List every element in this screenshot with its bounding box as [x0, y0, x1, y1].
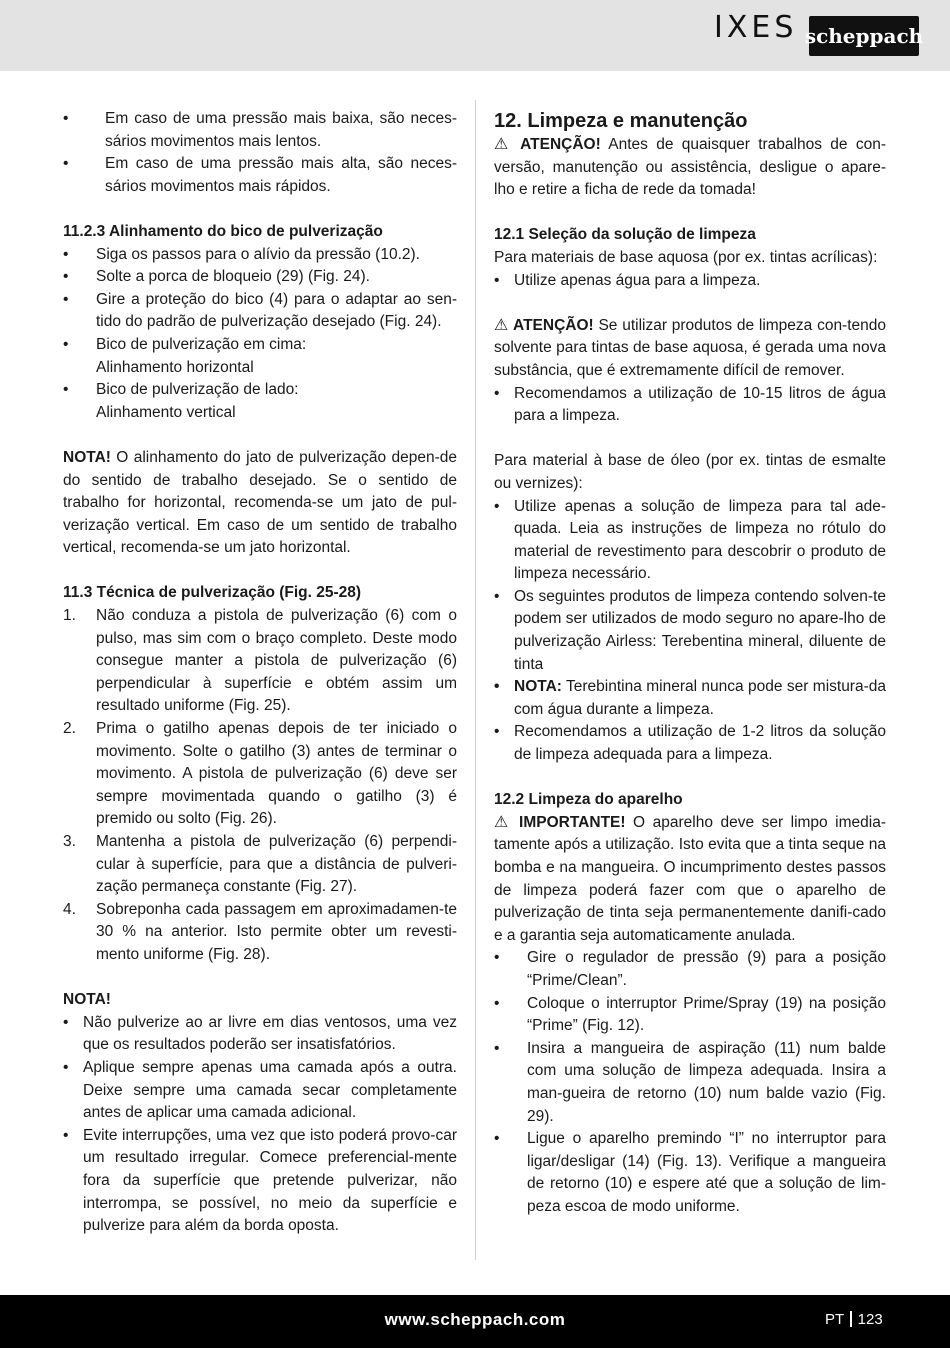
list-item: • Ligue o aparelho premindo “I” no interruptor para ligar/desligar (14) (Fig. 13). Verifique a mangueira de retorno (10) e espere até que a solução de lim-peza escoa de modo uniforme. — [494, 1130, 886, 1215]
list-item: • Em caso de uma pressão mais baixa, são neces-sários movimentos mais lentos. — [63, 110, 457, 150]
important-paragraph: ⚠ IMPORTANTE! O aparelho deve ser limpo imedia-tamente após a utilização. Isto evita que a tinta seque na bomba e na mangueira. O incumprimento destes passos de limpeza poderá fazer com que o aparelho de pulverização de tinta seja permanentemente danifi-cado e a garantia seja automaticamente anulada. — [494, 813, 886, 944]
list-item: • Bico de pulverização de lado: Alinhamento vertical — [63, 381, 299, 421]
numbered-item: 1. Não conduza a pistola de pulverização (6) com o pulso, mas sim com o braço completo. Deste modo consegue manter a pistola de pulverização (6) perpendicular à superfície e obtém assim um resultado uniforme (Fig. 25). — [63, 607, 457, 715]
note-heading: NOTA! — [63, 991, 111, 1009]
list-item: • Insira a mangueira de aspiração (11) num balde com uma solução de limpeza adequada. Insira a man-gueira de retorno (10) num balde vazio (Fig. 29). — [494, 1039, 886, 1125]
chapter-title: 12. Limpeza e manutenção — [494, 110, 748, 132]
list-item: • Gire a proteção do bico (4) para o adaptar ao sen-tido do padrão de pulverização desejado (Fig. 24). — [63, 290, 457, 331]
list-item: • Solte a porca de bloqueio (29) (Fig. 24). — [63, 268, 370, 286]
list-item: • Aplique sempre apenas uma camada após a outra. Deixe sempre uma camada secar completamente antes de aplicar uma camada adicional. — [63, 1058, 457, 1122]
section-heading: 12.1 Seleção da solução de limpeza — [494, 226, 756, 244]
section-heading: 11.2.3 Alinhamento do bico de pulverização — [63, 222, 383, 240]
list-item: • NOTA: Terebintina mineral nunca pode ser mistura-da com água durante a limpeza. — [494, 678, 886, 718]
right-column — [494, 108, 886, 1219]
list-item: • Coloque o interruptor Prime/Spray (19) na posição “Prime” (Fig. 12). — [494, 994, 886, 1035]
warning-paragraph: ⚠ ATENÇÃO! Antes de quaisquer trabalhos de con-versão, manutenção ou assistência, desligue o apare-lho e retire a ficha de rede da tomada! — [494, 136, 887, 199]
warning-icon: ⚠ — [494, 136, 513, 153]
scheppach-logo: scheppach — [809, 16, 919, 56]
list-item: • Recomendamos a utilização de 10-15 litros de água para a limpeza. — [494, 384, 886, 425]
page-number: PT 123 — [825, 1311, 883, 1328]
list-item: • Evite interrupções, uma vez que isto poderá provo-car um resultado irregular. Comece preferencial-mente fora da superfície que pretende pulverizar, não interrompa, se possível, no meio da superfície e pulverize para além da borda oposta. — [63, 1126, 457, 1235]
page-header — [0, 0, 950, 71]
list-item: • Utilize apenas água para a limpeza. — [494, 271, 761, 289]
numbered-item: 3. Mantenha a pistola de pulverização (6) perpendi-cular à superfície, para que a distância de pulveri-zação permaneça constante (Fig. 27). — [63, 833, 457, 896]
ixes-brand: IXES — [714, 10, 798, 45]
note-paragraph: NOTA! O alinhamento do jato de pulverização depen-de do sentido de trabalho desejado. Se o sentido de trabalho for horizontal, recomenda-se um jato de pul-verização vertical. Em caso de um sentido de trabalho vertical, recomenda-se um jato horizontal. — [63, 448, 457, 557]
paragraph: Para material à base de óleo (por ex. tintas de esmalte ou vernizes): — [494, 452, 886, 492]
paragraph: Para materiais de base aquosa (por ex. tintas acrílicas): — [494, 248, 878, 266]
list-item: • Em caso de uma pressão mais alta, são neces-sários movimentos mais rápidos. — [63, 155, 457, 195]
warning-icon: ⚠ — [494, 813, 512, 831]
list-item: • Bico de pulverização em cima: Alinhamento horizontal — [63, 335, 307, 376]
numbered-item: 4. Sobreponha cada passagem em aproximadamen-te 30 % na anterior. Isto permite obter um revesti-mento uniforme (Fig. 28). — [63, 900, 457, 963]
warning-icon: ⚠ — [494, 316, 509, 334]
left-column — [63, 108, 457, 1238]
list-item: • Siga os passos para o alívio da pressão (10.2). — [63, 245, 420, 263]
section-heading: 12.2 Limpeza do aparelho — [494, 791, 683, 809]
section-heading: 11.3 Técnica de pulverização (Fig. 25-28) — [63, 584, 362, 602]
list-item: • Os seguintes produtos de limpeza contendo solven-te podem ser utilizados de modo seguro no apare-lho de pulverização Airless: Terebentina mineral, diluente de tinta — [494, 587, 886, 673]
list-item: • Recomendamos a utilização de 1-2 litros da solução de limpeza adequada para a limpeza. — [494, 723, 886, 764]
page-footer — [0, 1295, 950, 1348]
warning-paragraph: ⚠ ATENÇÃO! Se utilizar produtos de limpeza con-tendo solvente para tintas de base aquosa, é gerada uma nova substância, que é extremamente difícil de remover. — [494, 316, 887, 379]
column-divider — [475, 100, 476, 1260]
website-link[interactable]: www.scheppach.com — [384, 1310, 566, 1329]
list-item: • Não pulverize ao ar livre em dias ventosos, uma vez que os resultados poderão ser insatisfatórios. — [63, 1013, 457, 1054]
list-item: • Gire o regulador de pressão (9) para a posição “Prime/Clean”. — [494, 949, 886, 989]
numbered-item: 2. Prima o gatilho apenas depois de ter iniciado o movimento. Solte o gatilho (3) antes de terminar o movimento. A pistola de pulverização (6) deve ser sempre movimentada quando o gatilho (3) é premido ou solto (Fig. 26). — [63, 720, 457, 828]
list-item: • Utilize apenas a solução de limpeza para tal ade-quada. Leia as instruções de limpeza no rótulo do material de revestimento para descobrir o produto de limpeza necessário. — [494, 497, 886, 583]
